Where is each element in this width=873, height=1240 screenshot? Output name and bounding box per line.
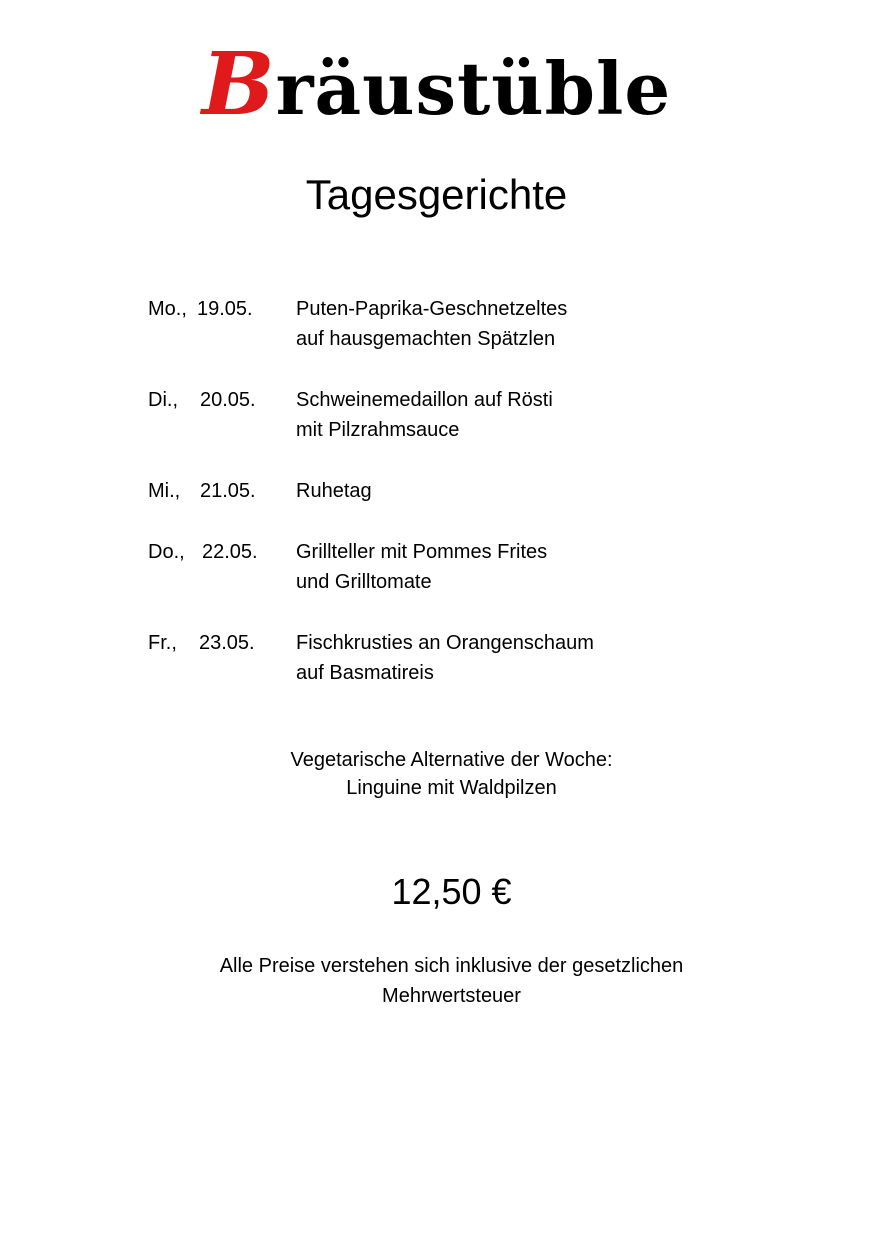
dish-date: 21.05. bbox=[200, 480, 256, 502]
dish-day: Mo., bbox=[148, 298, 187, 320]
dish-date: 23.05. bbox=[199, 632, 255, 654]
dish-row-monday bbox=[148, 294, 788, 354]
page-title: Tagesgerichte bbox=[305, 171, 568, 218]
dish-line-2: auf hausgemachten Spätzlen bbox=[296, 328, 556, 350]
dish-row-friday bbox=[148, 628, 788, 688]
dish-line-1: Schweinemedaillon auf Rösti bbox=[296, 389, 553, 411]
dish-row-thursday bbox=[148, 537, 788, 597]
dish-line-1: Ruhetag bbox=[296, 480, 372, 502]
logo-initial: B bbox=[201, 34, 276, 135]
vegetarian-heading: Vegetarische Alternative der Woche: bbox=[290, 749, 613, 771]
daily-dishes-list bbox=[148, 294, 788, 719]
dish-date: 19.05. bbox=[197, 298, 253, 320]
vegetarian-dish: Linguine mit Waldpilzen bbox=[346, 777, 557, 799]
dish-day: Di., bbox=[148, 389, 178, 411]
dish-description bbox=[296, 385, 776, 445]
dish-day: Mi., bbox=[148, 480, 181, 502]
tax-note bbox=[0, 951, 873, 1011]
vegetarian-alternative bbox=[0, 746, 873, 802]
dish-description bbox=[296, 537, 776, 597]
dish-line-1: Puten-Paprika-Geschnetzeltes bbox=[296, 298, 568, 320]
dish-date: 20.05. bbox=[200, 389, 256, 411]
dish-date: 22.05. bbox=[202, 541, 258, 563]
dish-row-wednesday bbox=[148, 476, 788, 506]
dish-line-1: Grillteller mit Pommes Frites bbox=[296, 541, 548, 563]
dish-description bbox=[296, 476, 776, 506]
tax-note-line-1: Alle Preise verstehen sich inklusive der gesetzlichen bbox=[219, 955, 684, 977]
tax-note-line-2: Mehrwertsteuer bbox=[382, 985, 521, 1007]
dish-line-2: auf Basmatireis bbox=[296, 662, 434, 684]
menu-price: 12,50 € bbox=[391, 871, 512, 912]
dish-day: Do., bbox=[148, 541, 185, 563]
dish-description bbox=[296, 294, 776, 354]
dish-line-2: mit Pilzrahmsauce bbox=[296, 419, 460, 441]
restaurant-logo bbox=[0, 34, 873, 135]
dish-description bbox=[296, 628, 776, 688]
dish-line-2: und Grilltomate bbox=[296, 571, 432, 593]
dish-line-1: Fischkrusties an Orangenschaum bbox=[296, 632, 594, 654]
dish-row-tuesday bbox=[148, 385, 788, 445]
dish-day: Fr., bbox=[148, 632, 177, 654]
logo-text: räustüble bbox=[275, 46, 672, 131]
